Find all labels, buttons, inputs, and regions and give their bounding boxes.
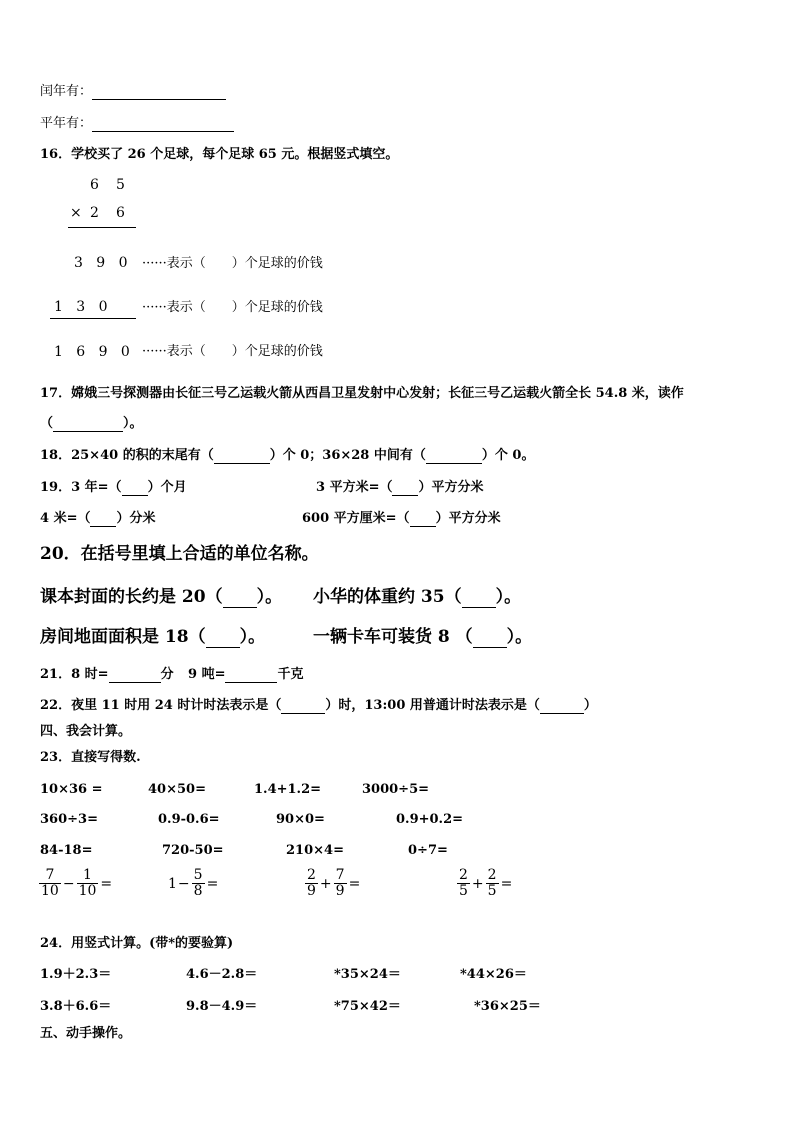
multiplication-rule bbox=[68, 227, 136, 228]
leap-year-label: 闰年有： bbox=[40, 84, 93, 99]
q24-r1-c1: 1.9＋2.3＝ bbox=[40, 967, 112, 982]
section-4-heading: 四、我会计算。 bbox=[40, 724, 132, 739]
q18-blank-2[interactable] bbox=[426, 449, 482, 464]
q23-r1-c4: 3000÷5= bbox=[362, 782, 430, 797]
q23-title: 23．直接写得数. bbox=[40, 750, 141, 765]
common-year-blank[interactable] bbox=[92, 117, 234, 132]
q16-question: 16．学校买了 26 个足球，每个足球 65 元。根据竖式填空。 bbox=[40, 147, 399, 162]
multiplicand-digit: 6 bbox=[90, 177, 99, 193]
q24-title: 24．用竖式计算。(带*的要验算) bbox=[40, 936, 234, 951]
q23-r3-c3: 210×4= bbox=[286, 843, 344, 858]
fraction: $\frac{2}{5}$ bbox=[487, 867, 497, 899]
q20-item-d: 一辆卡车可装货 8 （ ）。 bbox=[313, 627, 533, 647]
q20-blank-b[interactable] bbox=[462, 590, 496, 608]
q24-r2-c1: 3.8＋6.6＝ bbox=[40, 999, 112, 1014]
sum-rule bbox=[50, 318, 136, 319]
section-5-heading: 五、动手操作。 bbox=[40, 1026, 132, 1041]
q24-r1-c2: 4.6－2.8＝ bbox=[186, 967, 258, 982]
common-year-label: 平年有： bbox=[40, 116, 93, 131]
q18-question: 18．25×40 的积的末尾有（ ）个 0；36×28 中间有（ ）个 0。 bbox=[40, 448, 535, 463]
leap-year-row bbox=[40, 84, 226, 100]
q20-blank-c[interactable] bbox=[206, 630, 240, 648]
q23-r2-c2: 0.9-0.6= bbox=[158, 812, 220, 827]
q19-blank-b[interactable] bbox=[392, 481, 418, 496]
q22-question: 22．夜里 11 时用 24 时计时法表示是（ ）时，13:00 用普通计时法表示是（ ） bbox=[40, 698, 597, 713]
leap-year-blank[interactable] bbox=[92, 85, 226, 100]
q20-title: 20．在括号里填上合适的单位名称。 bbox=[40, 544, 319, 564]
q18-blank-1[interactable] bbox=[214, 449, 270, 464]
q24-r1-c3: *35×24＝ bbox=[334, 967, 401, 982]
q19-item-a: 19．3 年=（ ）个月 bbox=[40, 480, 187, 495]
q19-item-d: 600 平方厘米=（ ）平方分米 bbox=[302, 511, 501, 526]
q20-item-c: 房间地面面积是 18（ ）。 bbox=[40, 627, 266, 647]
q21-item-b: 9 吨= 千克 bbox=[188, 667, 304, 682]
q21-blank-b[interactable] bbox=[225, 668, 277, 683]
q24-r2-c4: *36×25＝ bbox=[474, 999, 541, 1014]
q20-blank-a[interactable] bbox=[223, 590, 257, 608]
q19-item-b: 3 平方米=（ ）平方分米 bbox=[316, 480, 484, 495]
q23-fraction-4: 2 5 + $\frac{2}{5}$ = bbox=[459, 867, 513, 899]
q21-item-a: 21．8 时= 分 bbox=[40, 667, 174, 682]
q23-fraction-2: 1 − $\frac{5}{8}$ = bbox=[168, 867, 219, 899]
q23-fraction-3: 2 9 + $\frac{7}{9}$ = bbox=[307, 867, 361, 899]
q19-item-c: 4 米=（ ）分米 bbox=[40, 511, 156, 526]
multiplier-digit: 2 bbox=[90, 205, 99, 221]
q24-r2-c2: 9.8－4.9＝ bbox=[186, 999, 258, 1014]
q20-blank-d[interactable] bbox=[473, 630, 507, 648]
partial-product-1: 3 9 0 bbox=[74, 255, 128, 271]
multiplicand-digit: 5 bbox=[116, 177, 125, 193]
q20-item-a: 课本封面的长约是 20（ ）。 bbox=[40, 587, 283, 607]
q23-r1-c2: 40×50= bbox=[148, 782, 206, 797]
fraction: 7 10 bbox=[41, 867, 59, 899]
q23-r2-c3: 90×0= bbox=[276, 812, 325, 827]
q23-r2-c1: 360÷3= bbox=[40, 812, 98, 827]
times-sign: × bbox=[70, 205, 82, 221]
q23-r1-c3: 1.4+1.2= bbox=[254, 782, 322, 797]
q19-blank-c[interactable] bbox=[90, 512, 116, 527]
q17-line2: （ ）。 bbox=[40, 416, 143, 431]
fraction: $\frac{1}{10}$ bbox=[78, 867, 97, 899]
q24-r1-c4: *44×26＝ bbox=[460, 967, 527, 982]
fraction: $\frac{5}{8}$ bbox=[193, 867, 203, 899]
q23-r3-c4: 0÷7= bbox=[408, 843, 448, 858]
q24-r2-c3: *75×42＝ bbox=[334, 999, 401, 1014]
q23-r3-c1: 84-18= bbox=[40, 843, 93, 858]
q21-blank-a[interactable] bbox=[109, 668, 161, 683]
q17-blank[interactable] bbox=[53, 417, 123, 432]
partial-product-2: 1 3 0 bbox=[54, 299, 108, 315]
q17-line1: 17．嫦娥三号探测器由长征三号乙运载火箭从西昌卫星发射中心发射；长征三号乙运载火箭全长 54.8 米，读作 bbox=[40, 386, 684, 401]
multiplier-digit: 6 bbox=[116, 205, 125, 221]
product-total: 1 6 9 0 bbox=[54, 344, 130, 360]
partial-product-2-note: ······表示（ ）个足球的价钱 bbox=[142, 300, 323, 315]
fraction: 2 9 bbox=[307, 867, 316, 899]
fraction: 2 5 bbox=[459, 867, 468, 899]
q22-blank-2[interactable] bbox=[540, 699, 584, 714]
common-year-row bbox=[40, 116, 234, 132]
fraction: $\frac{7}{9}$ bbox=[335, 867, 345, 899]
q19-blank-a[interactable] bbox=[122, 481, 148, 496]
q22-blank-1[interactable] bbox=[281, 699, 325, 714]
q19-blank-d[interactable] bbox=[410, 512, 436, 527]
q23-r1-c1: 10×36 = bbox=[40, 782, 103, 797]
partial-product-1-note: ······表示（ ）个足球的价钱 bbox=[142, 256, 323, 271]
q23-fraction-1: 7 10 − $\frac{1}{10}$ = bbox=[41, 867, 113, 899]
product-total-note: ······表示（ ）个足球的价钱 bbox=[142, 344, 323, 359]
q23-r3-c2: 720-50= bbox=[162, 843, 224, 858]
q23-r2-c4: 0.9+0.2= bbox=[396, 812, 464, 827]
q20-item-b: 小华的体重约 35（ ）。 bbox=[313, 587, 522, 607]
